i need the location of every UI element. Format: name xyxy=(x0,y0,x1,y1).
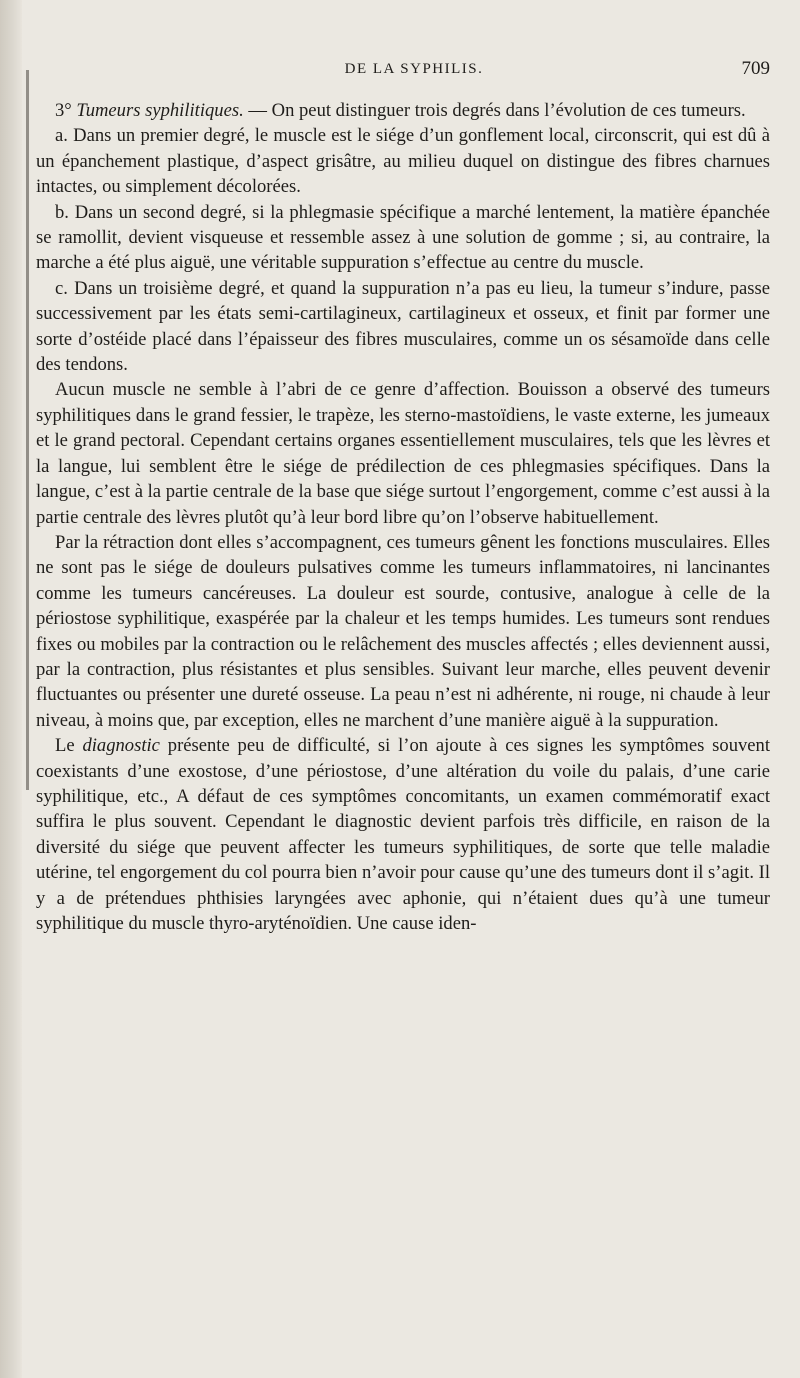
running-title: DE LA SYPHILIS. xyxy=(344,61,484,77)
page-header xyxy=(58,58,770,84)
paragraph-degree-a: a. Dans un premier degré, le muscle est le siége d’un gonflement local, circonscrit, qui est dû à un épanchement plastique, d’aspect grisâtre, au milieu duquel on distingue des fibres charnues intactes, ou simplement décolorées. xyxy=(36,125,770,198)
page-number: 709 xyxy=(741,58,770,79)
paragraph-tumeurs-heading: 3° Tumeurs syphilitiques. — On peut distinguer trois degrés dans l’évolution de ces tumeurs. xyxy=(55,100,746,121)
gutter-shadow xyxy=(26,70,29,790)
paragraph-muscles: Aucun muscle ne semble à l’abri de ce genre d’affection. Bouisson a observé des tumeurs syphilitiques dans le grand fessier, le trapèze, les sterno-mastoïdiens, le vaste externe, les jumeaux et le grand pectoral. Cependant certains organes essentiellement musculaires, tels que les lèvres et la langue, lui semblent être le siége de prédilection de ces phlegmasies spécifiques. Dans la langue, c’est à la partie centrale de la base que siége surtout l’engorgement, comme c’est aussi à la partie centrale des lèvres plutôt qu’à leur bord libre qu’on l’observe habituellement. xyxy=(36,379,770,528)
paragraph-degree-b: b. Dans un second degré, si la phlegmasie spécifique a marché lentement, la matière épanchée se ramollit, devient visqueuse et ressemble assez à une solution de gomme ; si, au contraire, la marche a été plus aiguë, une véritable suppuration s’effectue au centre du muscle. xyxy=(36,201,770,274)
paragraph-degree-c: c. Dans un troisième degré, et quand la suppuration n’a pas eu lieu, la tumeur s’indure, passe successivement par les états semi-cartilagineux, cartilagineux et osseux, et finit par former une sorte d’ostéide placé dans l’épaisseur des fibres musculaires, comme un os sésamoïde dans celle des tendons. xyxy=(36,277,770,376)
paragraph-symptoms: Par la rétraction dont elles s’accompagnent, ces tumeurs gênent les fonctions musculaires. Elles ne sont pas le siége de douleurs pulsatives comme les tumeurs inflammatoires, ni lancinantes comme les tumeurs cancéreuses. La douleur est sourde, contusive, analogue à celle de la périostose syphilitique, exaspérée par la chaleur et les temps humides. Les tumeurs sont rendues fixes ou mobiles par la contraction ou le relâchement des muscles affectés ; elles deviennent aussi, par la contraction, plus résistantes et plus sensibles. Suivant leur marche, elles peuvent devenir fluctuantes ou présenter une dureté osseuse. La peau n’est ni adhérente, ni rouge, ni chaude à leur niveau, à moins que, par exception, elles ne marchent d’une manière aiguë à la suppuration. xyxy=(36,531,770,731)
paragraph-diagnostic: Le diagnostic présente peu de difficulté, si l’on ajoute à ces signes les symptômes souvent coexistants d’une exostose, d’une périostose, d’une altération du voile du palais, d’une carie syphilitique, etc., A défaut de ces symptômes concomitants, un examen commémoratif exact suffira le plus souvent. Cependant le diagnostic devient parfois très difficile, en raison de la diversité du siége que peuvent affecter les tumeurs syphilitiques, de sorte que telle maladie utérine, tel engorgement du col pourra bien n’avoir pour cause qu’une des tumeurs dont il s’agit. Il y a de prétendues phthisies laryngées avec aphonie, qui n’étaient dues qu’à une tumeur syphilitique du muscle thyro-aryténoïdien. Une cause iden- xyxy=(36,735,771,934)
page-gutter xyxy=(0,0,22,1378)
body-text xyxy=(36,98,770,936)
